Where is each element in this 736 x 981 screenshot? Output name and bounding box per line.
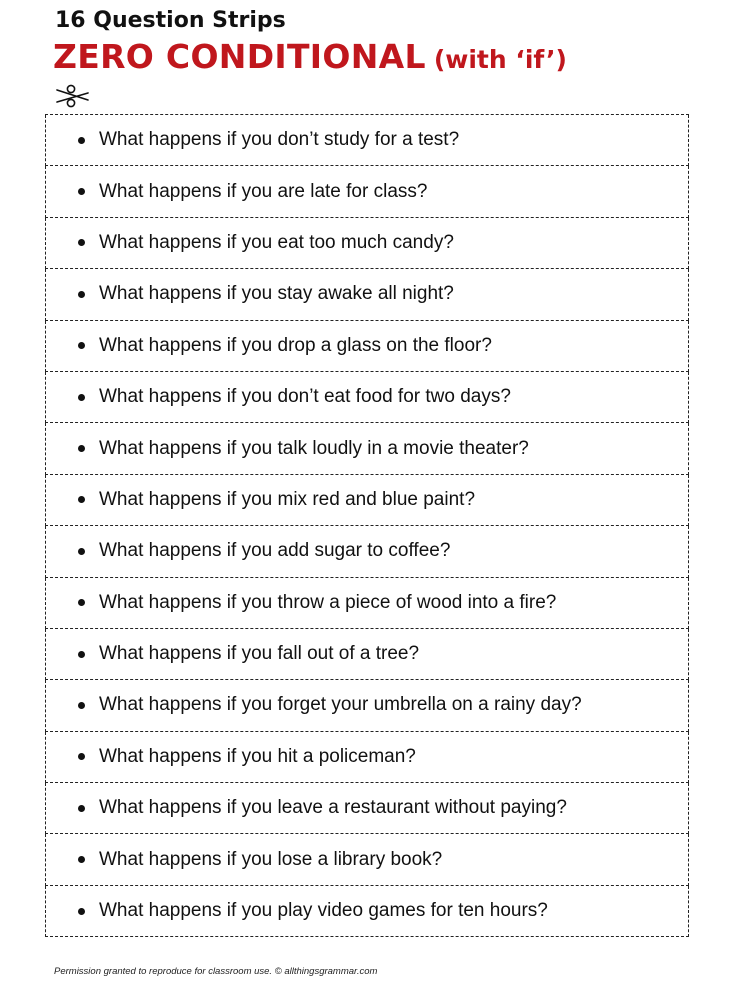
question-strip <box>45 423 689 474</box>
bullet-icon <box>78 342 85 349</box>
question-strip <box>45 680 689 731</box>
question-text: What happens if you play video games for ten hours? <box>99 900 548 922</box>
bullet-icon <box>78 599 85 606</box>
permission-footer: Permission granted to reproduce for classroom use. © allthingsgrammar.com <box>54 966 378 977</box>
question-text: What happens if you don’t eat food for two days? <box>99 386 511 408</box>
question-strip <box>45 629 689 680</box>
bullet-icon <box>78 856 85 863</box>
question-strip <box>45 578 689 629</box>
question-strips <box>45 114 689 937</box>
question-text: What happens if you stay awake all night? <box>99 283 454 305</box>
question-strip <box>45 372 689 423</box>
question-text: What happens if you add sugar to coffee? <box>99 540 451 562</box>
question-text: What happens if you throw a piece of wood into a fire? <box>99 591 557 613</box>
question-strip <box>45 321 689 372</box>
question-text: What happens if you lose a library book? <box>99 848 443 870</box>
bullet-icon <box>78 651 85 658</box>
bullet-icon <box>78 753 85 760</box>
title-main: ZERO CONDITIONAL <box>53 37 426 76</box>
bullet-icon <box>78 291 85 298</box>
bullet-icon <box>78 496 85 503</box>
question-strip <box>45 269 689 320</box>
bullet-icon <box>78 908 85 915</box>
bullet-icon <box>78 394 85 401</box>
question-text: What happens if you talk loudly in a movie theater? <box>99 437 529 459</box>
question-text: What happens if you leave a restaurant without paying? <box>99 797 567 819</box>
question-strip <box>45 475 689 526</box>
title-sub: (with ‘if’) <box>433 45 567 74</box>
question-strip <box>45 783 689 834</box>
question-text: What happens if you forget your umbrella on a rainy day? <box>99 694 582 716</box>
question-text: What happens if you hit a policeman? <box>99 745 416 767</box>
page-subtitle: 16 Question Strips <box>55 8 286 33</box>
question-text: What happens if you don’t study for a test? <box>99 129 460 151</box>
bullet-icon <box>78 445 85 452</box>
question-text: What happens if you are late for class? <box>99 180 428 202</box>
page-title <box>53 37 567 76</box>
scissors-icon <box>54 84 90 108</box>
question-strip <box>45 218 689 269</box>
question-strip <box>45 834 689 885</box>
bullet-icon <box>78 188 85 195</box>
question-strip <box>45 526 689 577</box>
question-strip <box>45 886 689 937</box>
question-text: What happens if you fall out of a tree? <box>99 643 420 665</box>
bullet-icon <box>78 702 85 709</box>
bullet-icon <box>78 805 85 812</box>
bullet-icon <box>78 137 85 144</box>
question-strip <box>45 166 689 217</box>
bullet-icon <box>78 548 85 555</box>
bullet-icon <box>78 239 85 246</box>
question-text: What happens if you drop a glass on the floor? <box>99 334 492 356</box>
question-text: What happens if you eat too much candy? <box>99 231 454 253</box>
question-strip <box>45 115 689 166</box>
question-strip <box>45 732 689 783</box>
question-text: What happens if you mix red and blue paint? <box>99 488 476 510</box>
